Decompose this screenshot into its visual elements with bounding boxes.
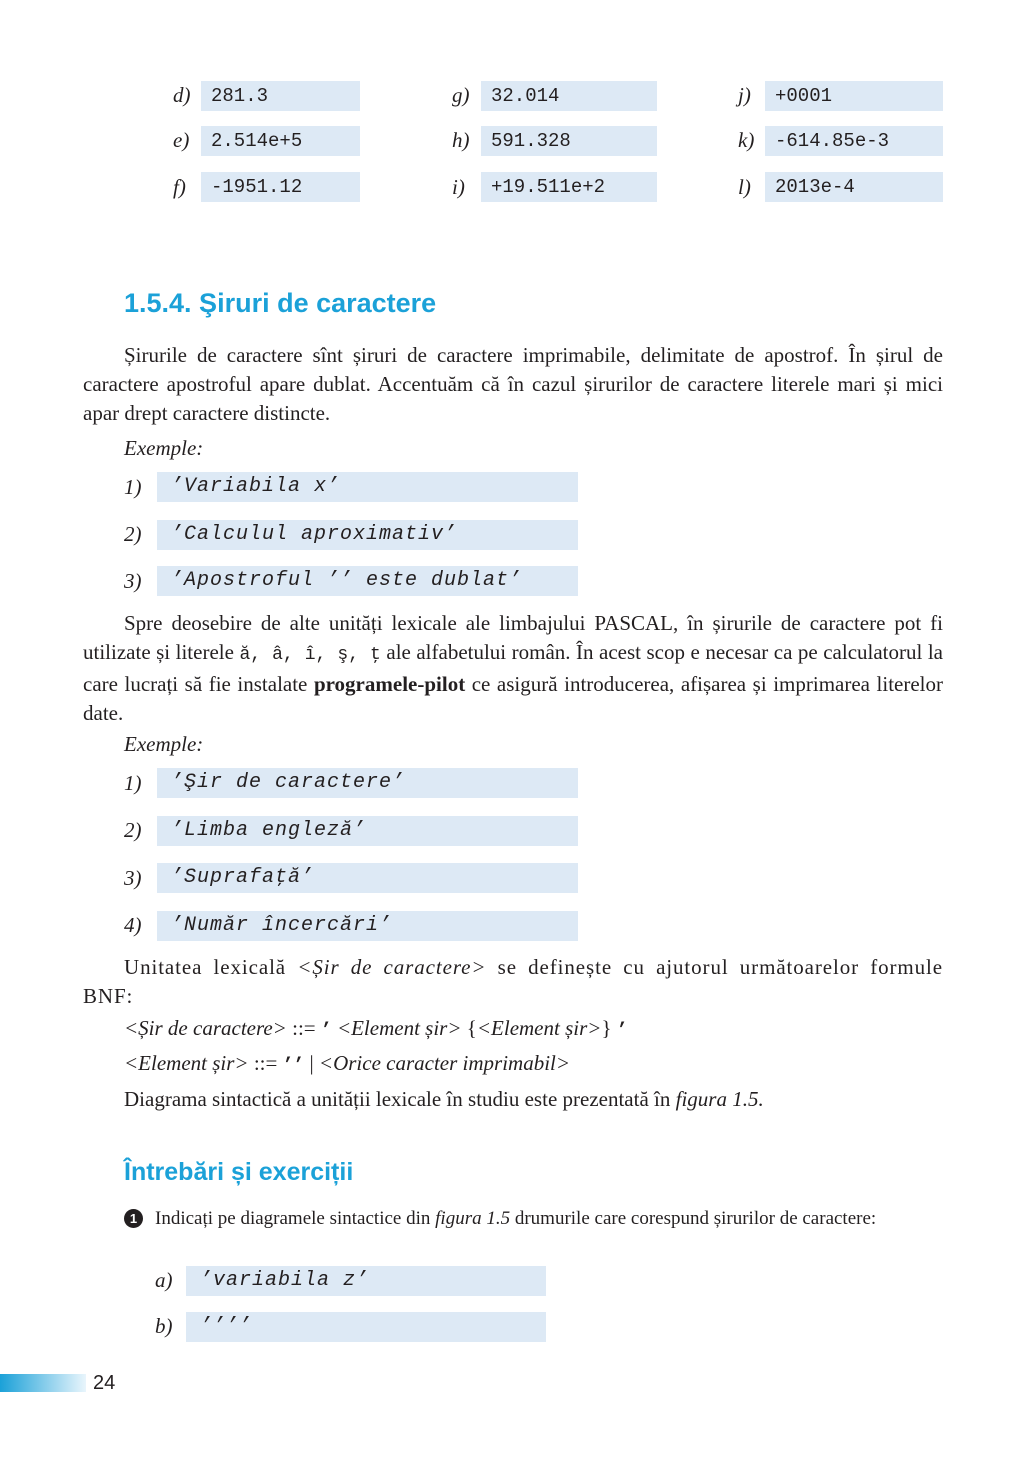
bnf-brace-open: { <box>466 1016 477 1040</box>
figure-reference: figura 1.5. <box>675 1087 764 1111</box>
item-label: e) <box>173 128 190 152</box>
bnf-intro-b: se definește cu ajutorul următoarelor formule BNF: <box>83 955 944 1008</box>
item-label: f) <box>173 175 186 199</box>
code-box <box>765 81 943 111</box>
code-box <box>157 863 578 893</box>
section-title: 1.5.4. Şiruri de caractere <box>124 288 437 318</box>
string-example: ’Variabila x’ <box>171 475 341 498</box>
code-box <box>157 472 578 502</box>
item-label: h) <box>452 128 470 152</box>
code-box <box>481 81 657 111</box>
bnf-intro-paragraph <box>83 953 943 1011</box>
code-box <box>765 126 943 156</box>
question-string: ’variabila z’ <box>200 1269 370 1292</box>
question-text-a: Indicați pe diagramele sintactice din <box>155 1208 431 1229</box>
string-example: ’Apostroful ’’ este dublat’ <box>171 569 523 592</box>
number-value: 591.328 <box>491 130 571 152</box>
code-box <box>157 911 578 941</box>
string-example: ’Suprafaţă’ <box>171 866 315 889</box>
bnf-bar: | <box>309 1051 314 1075</box>
bnf-rhs: <Orice caracter imprimabil> <box>318 1051 571 1075</box>
bnf-quote: ’ <box>616 1021 628 1041</box>
code-box <box>186 1312 546 1342</box>
code-box <box>765 172 943 202</box>
item-label: 1) <box>124 771 142 795</box>
intro-text: Șirurile de caractere sînt șiruri de caractere imprimabile, delimitate de apostrof. În șirul de caractere apostroful apare dublat. Accentuăm că în cazul șirurilor de caractere literele mari și mici apar drept caractere distincte. <box>83 343 943 425</box>
bnf-brace-close: } <box>601 1016 612 1040</box>
question-1-text <box>155 1204 943 1233</box>
item-label: a) <box>155 1268 173 1292</box>
examples-label: Exemple: <box>124 436 204 460</box>
bnf-intro-term: <Șir de caractere> <box>297 955 487 979</box>
bnf-lhs: <Șir de caractere> <box>124 1016 287 1040</box>
string-example: ’Şir de caractere’ <box>171 771 406 794</box>
code-box <box>157 816 578 846</box>
item-label: b) <box>155 1314 173 1338</box>
item-label: 4) <box>124 913 142 937</box>
bnf-double-quote: ’’ <box>282 1056 305 1076</box>
item-label: i) <box>452 175 465 199</box>
item-label: 1) <box>124 475 142 499</box>
diagram-text: Diagrama sintactică a unității lexicale în studiu este prezentată în <box>124 1087 671 1111</box>
item-label: d) <box>173 83 191 107</box>
string-example: ’Număr încercări’ <box>171 914 393 937</box>
item-label: k) <box>738 128 755 152</box>
item-label: 2) <box>124 818 142 842</box>
code-box <box>201 172 360 202</box>
item-label: 3) <box>124 866 142 890</box>
letters-text-a: Spre deosebire de alte unități lexicale ale limbajului PASCAL, în șirurile de caractere pot fi utilizate și literele <box>83 611 943 664</box>
number-value: -614.85e-3 <box>775 130 890 152</box>
romanian-letters: ă, â, î, ş, ţ <box>239 645 381 665</box>
questions-title: Întrebări și exerciții <box>124 1158 354 1186</box>
diagram-reference <box>124 1087 764 1112</box>
bnf-operator: ::= <box>253 1051 278 1075</box>
page-accent-bar <box>0 1374 86 1392</box>
item-label: l) <box>738 175 751 199</box>
pilot-programs-term: programele-pilot <box>313 672 466 696</box>
code-box <box>481 126 657 156</box>
letters-paragraph <box>83 609 943 728</box>
item-label: 2) <box>124 522 142 546</box>
bnf-rule-element <box>124 1051 570 1076</box>
question-text-b: drumurile care corespund șirurilor de caractere: <box>514 1208 877 1229</box>
item-label: j) <box>738 83 751 107</box>
item-label: g) <box>452 83 470 107</box>
string-example: ’Calculul aproximativ’ <box>171 523 458 546</box>
code-box <box>157 768 578 798</box>
code-box <box>157 566 578 596</box>
bnf-element: <Element șir> <box>336 1016 462 1040</box>
question-figure-ref: figura 1.5 <box>435 1208 511 1229</box>
number-value: 2.514e+5 <box>211 130 303 152</box>
letters-text-b: ale alfabetului român. În acest scop e necesar ca pe calculatorul la care lucrați să fie instalate <box>83 640 943 696</box>
question-string: ’’’’ <box>200 1315 253 1338</box>
number-value: -1951.12 <box>211 176 303 198</box>
bnf-quote: ’ <box>320 1021 332 1041</box>
number-value: +0001 <box>775 85 833 107</box>
code-box <box>157 520 578 550</box>
number-value: 32.014 <box>491 85 560 107</box>
code-box <box>201 126 360 156</box>
code-box <box>201 81 360 111</box>
number-value: 2013e-4 <box>775 176 855 198</box>
bnf-element: <Element șir> <box>476 1016 602 1040</box>
string-example: ’Limba engleză’ <box>171 819 367 842</box>
code-box <box>186 1266 546 1296</box>
bnf-lhs: <Element șir> <box>124 1051 249 1075</box>
question-number-icon: 1 <box>124 1209 143 1228</box>
letters-text-c: ce asigură introducerea, afișarea și imprimarea literelor date. <box>83 672 943 725</box>
item-label: 3) <box>124 569 142 593</box>
examples-label: Exemple: <box>124 732 204 756</box>
number-value: 281.3 <box>211 85 269 107</box>
bnf-intro-a: Unitatea lexicală <box>124 955 287 979</box>
bnf-rule-string <box>124 1016 628 1041</box>
intro-paragraph <box>83 341 943 428</box>
bnf-operator: ::= <box>292 1016 316 1040</box>
page-number: 24 <box>93 1372 116 1394</box>
number-value: +19.511e+2 <box>491 176 606 198</box>
code-box <box>481 172 657 202</box>
